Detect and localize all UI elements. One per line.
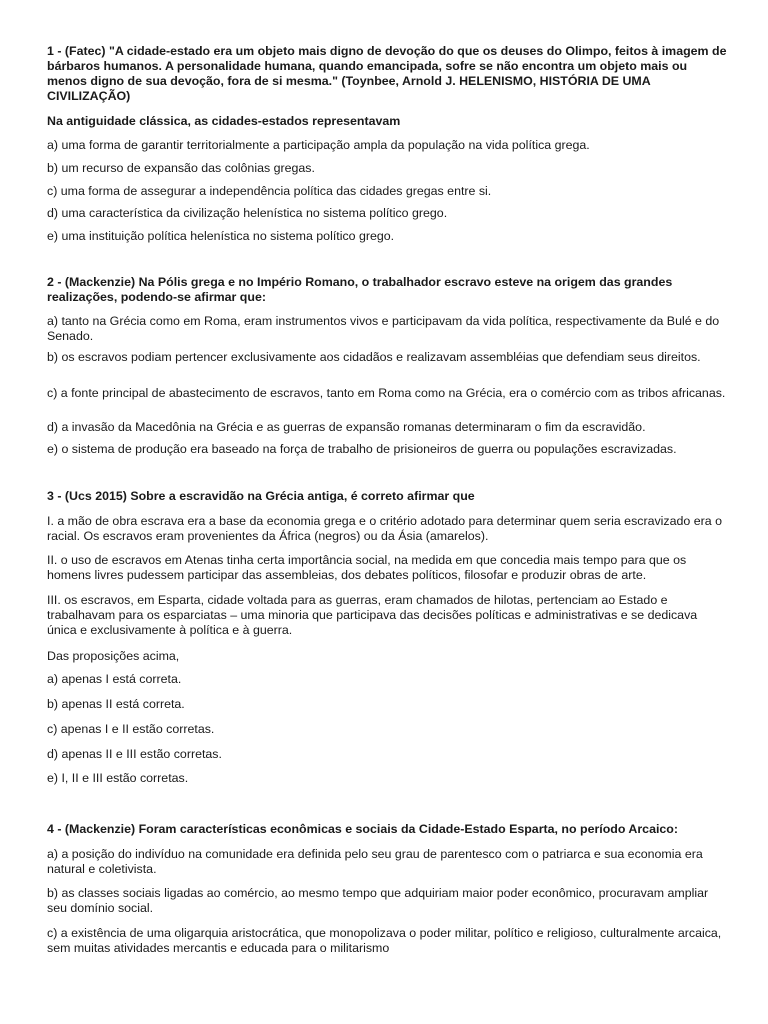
q3-heading: 3 - (Ucs 2015) Sobre a escravidão na Grécia antiga, é correto afirmar que [47, 489, 475, 503]
q3-option-e: e) I, II e III estão corretas. [47, 771, 189, 785]
q2-option-a: a) tanto na Grécia como em Roma, eram instrumentos vivos e participavam da vida política, respectivamente da Bulé e do Senado. [47, 314, 720, 343]
q3-stem: Das proposições acima, [47, 649, 180, 663]
q3-proposition-2: II. o uso de escravos em Atenas tinha certa importância social, na medida em que concedia mais tempo para que os homens livres pudessem participar das assembleias, dos debates políticos, filosofar e produzir obras de arte. [47, 553, 687, 582]
q1-option-e: e) uma instituição política helenística no sistema político grego. [47, 229, 395, 243]
q2-option-d: d) a invasão da Macedônia na Grécia e as guerras de expansão romanas determinaram o fim da escravidão. [47, 420, 646, 434]
q2-option-b: b) os escravos podiam pertencer exclusivamente aos cidadãos e realizavam assembléias que defendiam seus direitos. [47, 350, 701, 364]
q4-heading: 4 - (Mackenzie) Foram características econômicas e sociais da Cidade-Estado Esparta, no período Arcaico: [47, 822, 678, 836]
q3-option-c: c) apenas I e II estão corretas. [47, 722, 215, 736]
q3-option-b: b) apenas II está correta. [47, 697, 185, 711]
q3-proposition-3: III. os escravos, em Esparta, cidade voltada para as guerras, eram chamados de hilotas, pertenciam ao Estado e trabalhavam para os esparciatas – uma minoria que participava das decisões políticas e administrativas e se dedicava única e exclusivamente à política e à guerra. [47, 593, 698, 637]
q2-heading: 2 - (Mackenzie) Na Pólis grega e no Império Romano, o trabalhador escravo esteve na origem das grandes realizações, podendo-se afirmar que: [47, 275, 673, 304]
q2-option-c: c) a fonte principal de abastecimento de escravos, tanto em Roma como na Grécia, era o comércio com as tribos africanas. [47, 386, 726, 400]
q1-option-a: a) uma forma de garantir territorialmente a participação ampla da população na vida política grega. [47, 138, 590, 152]
q4-option-a: a) a posição do indivíduo na comunidade era definida pelo seu grau de parentesco com o patriarca e sua economia era natural e coletivista. [47, 847, 703, 876]
q1-option-d: d) uma característica da civilização helenística no sistema político grego. [47, 206, 448, 220]
q1-option-c: c) uma forma de assegurar a independência política das cidades gregas entre si. [47, 184, 492, 198]
q4-option-b: b) as classes sociais ligadas ao comércio, ao mesmo tempo que adquiriam maior poder econômico, procuravam ampliar seu domínio social. [47, 886, 709, 915]
q4-option-c: c) a existência de uma oligarquia aristocrática, que monopolizava o poder militar, político e religioso, culturalmente arcaica, sem muitas atividades mercantis e educada para o militarismo [47, 926, 722, 955]
q3-proposition-1: I. a mão de obra escrava era a base da economia grega e o critério adotado para determinar quem seria escravizado era o racial. Os escravos eram provenientes da África (negros) ou da Ásia (amarelos). [47, 514, 722, 543]
q3-option-d: d) apenas II e III estão corretas. [47, 747, 222, 761]
q3-option-a: a) apenas I está correta. [47, 672, 182, 686]
q1-heading: 1 - (Fatec) "A cidade-estado era um objeto mais digno de devoção do que os deuses do Olimpo, feitos à imagem de bárbaros humanos. A personalidade humana, quando emancipada, sofre se não encontra um objeto mais ou menos digno de sua devoção, fora de si mesma." (Toynbee, Arnold J. HELENISMO, HISTÓRIA DE UMA CIVILIZAÇÃO) [47, 44, 727, 103]
q2-option-e: e) o sistema de produção era baseado na força de trabalho de prisioneiros de guerra ou populações escravizadas. [47, 442, 677, 456]
q1-stem: Na antiguidade clássica, as cidades-estados representavam [47, 114, 401, 128]
q1-option-b: b) um recurso de expansão das colônias gregas. [47, 161, 315, 175]
